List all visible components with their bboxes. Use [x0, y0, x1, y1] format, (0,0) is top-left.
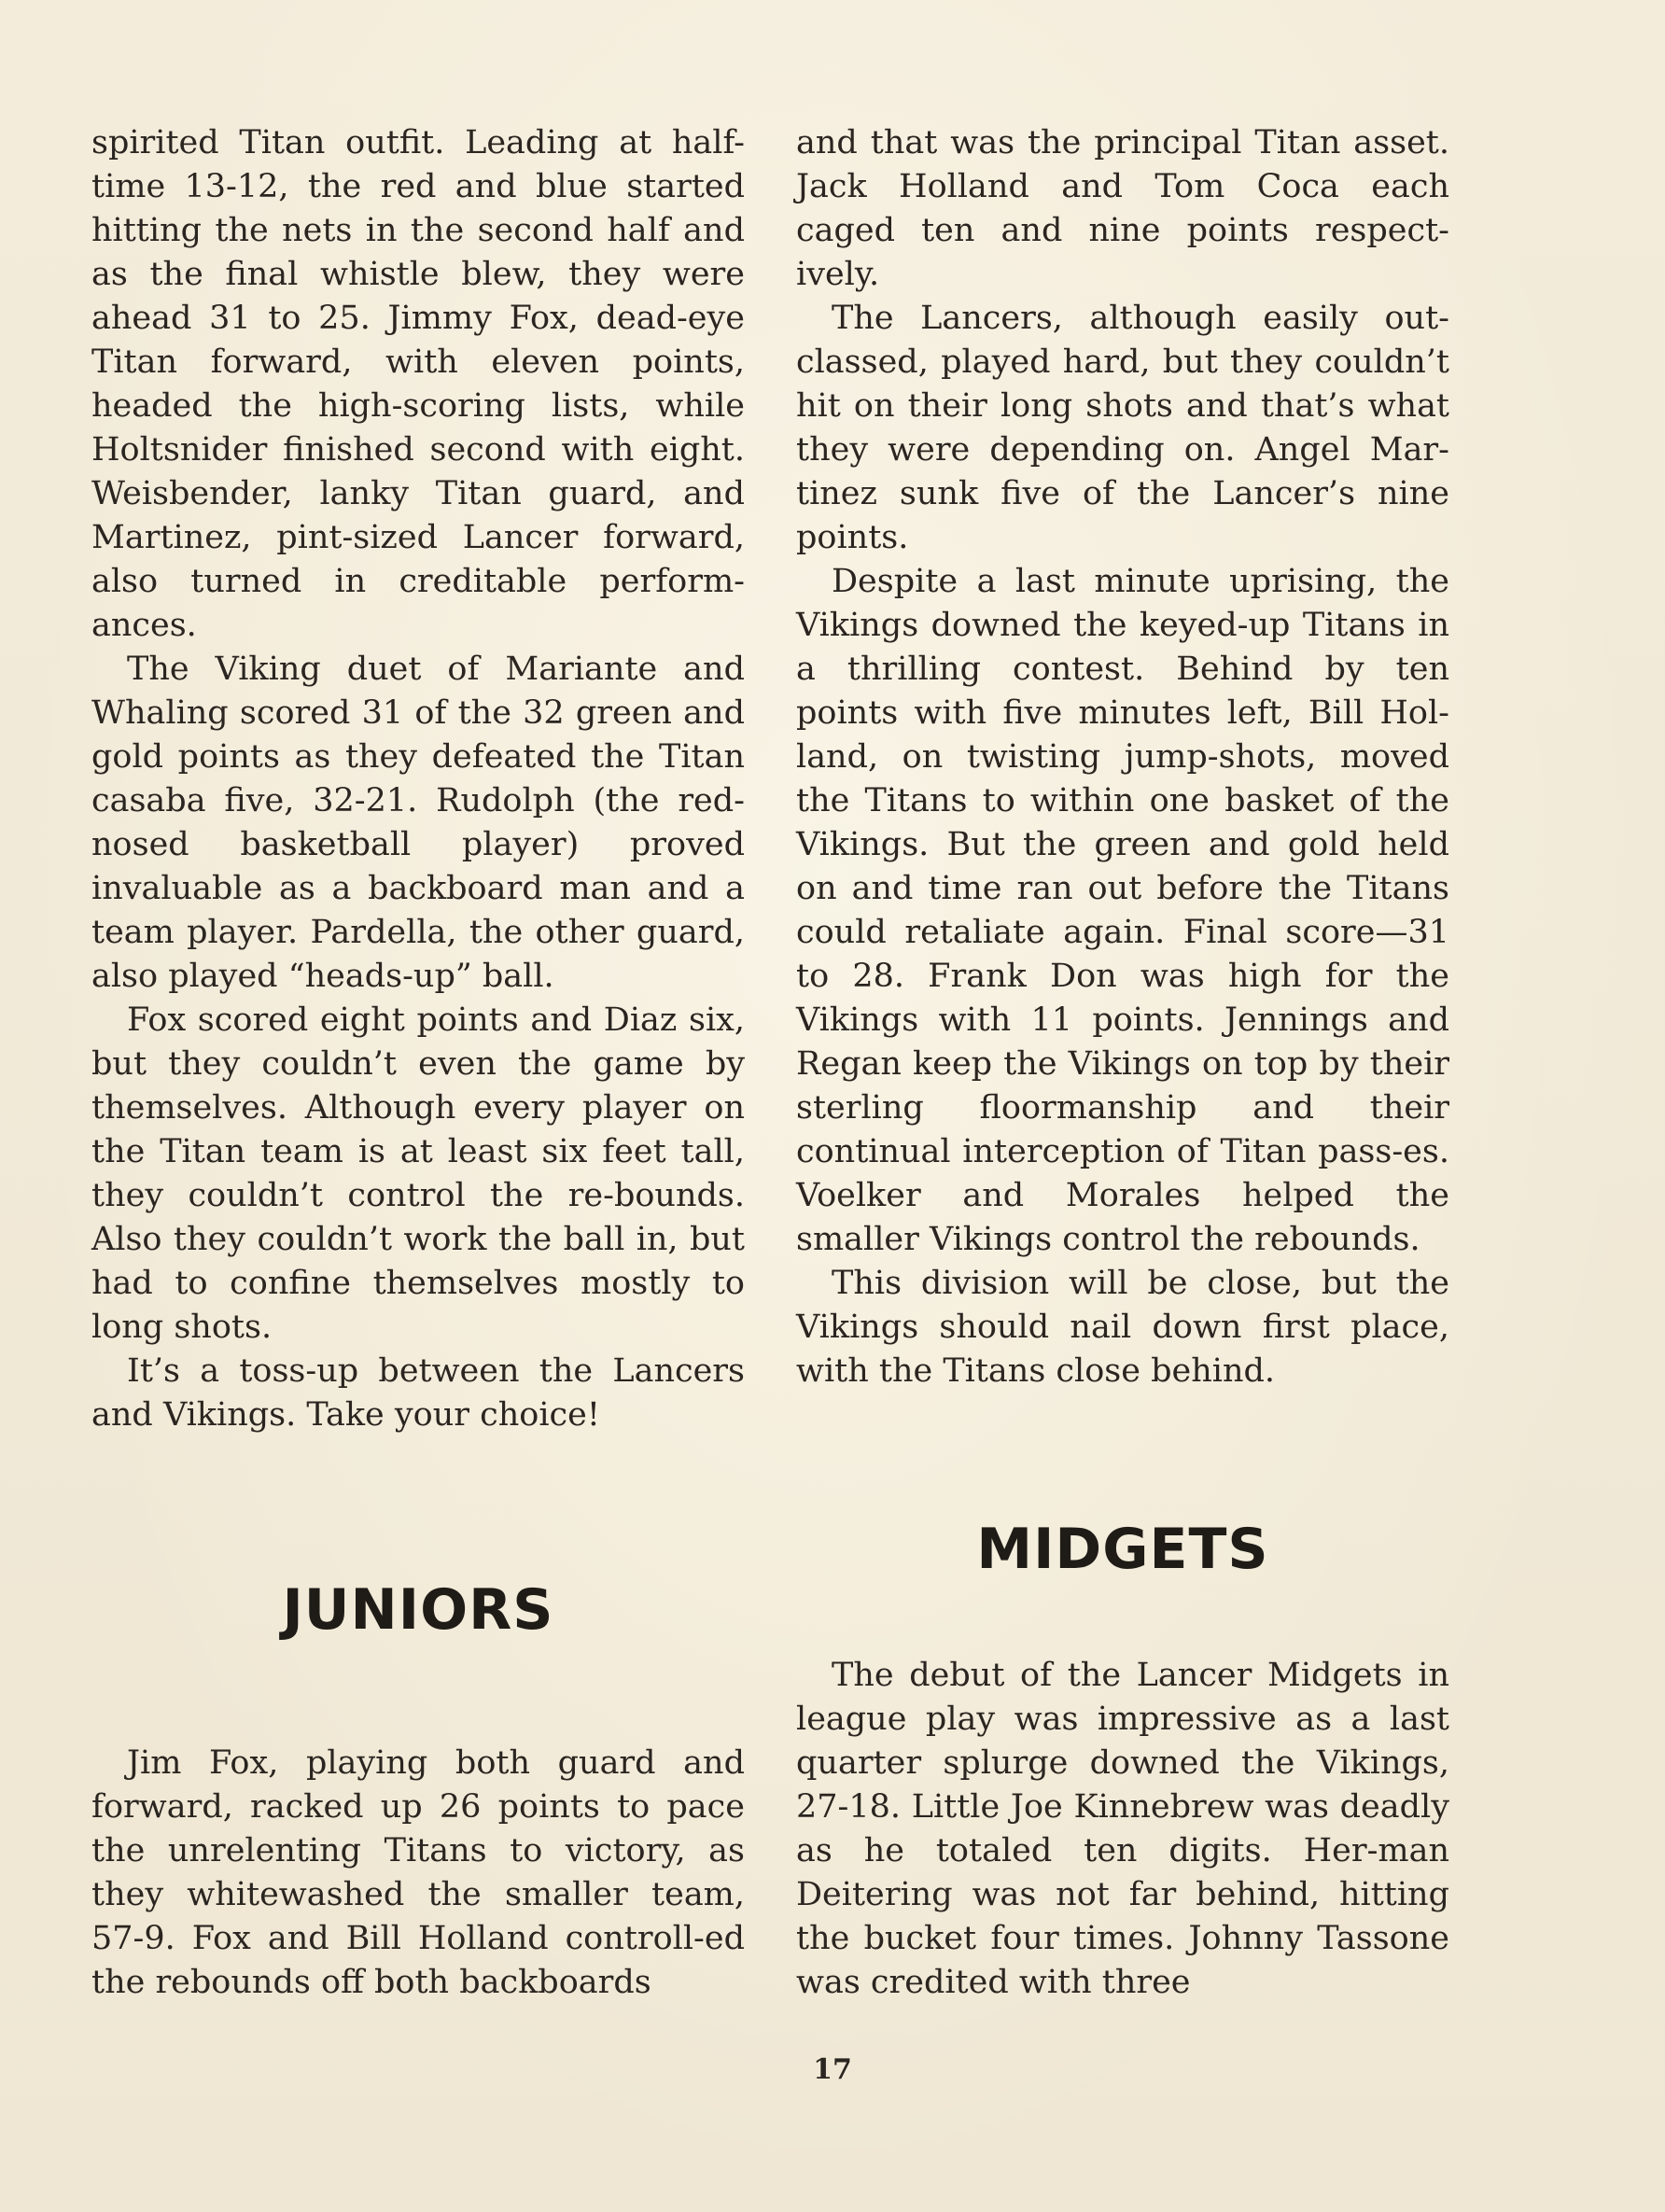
juniors-heading: JUNIORS: [282, 1577, 554, 1643]
juniors-paragraph: Jim Fox, playing both guard and forward, racked up 26 points to pace the unrelenting Titans to victory, as they whitewashed the smaller team, 57-9. Fox and Bill Holland controll-ed the rebounds off both backboards: [91, 1744, 745, 2001]
left-paragraph-1: spirited Titan outfit. Leading at half-time 13-12, the red and blue started hitting the nets in the second half and as the final whistle blew, they were ahead 31 to 25. Jimmy Fox, dead-eye Titan forward, with eleven points, headed the high-scoring lists, while Holtsnider finished second with eight. Weisbender, lanky Titan guard, and Martinez, pint-sized Lancer forward, also turned in creditable perform-ances.: [91, 124, 745, 644]
midgets-heading: MIDGETS: [976, 1517, 1269, 1582]
midgets-paragraph: The debut of the Lancer Midgets in league play was impressive as a last quarter splurge downed the Vikings, 27-18. Little Joe Kinnebrew was deadly as he totaled ten digits. Her-man Deitering was not far behind, hitting the bucket four times. Johnny Tassone was credited with three: [796, 1657, 1449, 2001]
right-paragraph-3: Despite a last minute uprising, the Vikings downed the keyed-up Titans in a thrilling contest. Behind by ten points with five minutes left, Bill Hol-land, on twisting jump-shots, moved the Titans to within one basket of the Vikings. But the green and gold held on and time ran out before the Titans could retaliate again. Final score—31 to 28. Frank Don was high for the Vikings with 11 points. Jennings and Regan keep the Vikings on top by their sterling floormanship and their continual interception of Titan pass-es. Voelker and Morales helped the smaller Vikings control the rebounds.: [796, 563, 1449, 1258]
right-paragraph-1: and that was the principal Titan asset. Jack Holland and Tom Coca each caged ten and nine points respect-ively.: [796, 124, 1449, 293]
left-paragraph-2: The Viking duet of Mariante and Whaling scored 31 of the 32 green and gold points as they defeated the Titan casaba five, 32-21. Rudolph (the red-nosed basketball player) proved invaluable as a backboard man and a team player. Pardella, the other guard, also played “heads-up” ball.: [91, 651, 745, 995]
left-paragraph-4: It’s a toss-up between the Lancers and Vikings. Take your choice!: [91, 1352, 745, 1434]
midgets-section: [796, 1654, 1449, 2005]
right-column: [796, 121, 1449, 1393]
left-paragraph-3: Fox scored eight points and Diaz six, but they couldn’t even the game by themselves. Although every player on the Titan team is at least six feet tall, they couldn’t control the re-bounds. Also they couldn’t work the ball in, but had to confine themselves mostly to long shots.: [91, 1001, 745, 1346]
right-paragraph-2: The Lancers, although easily out-classed, played hard, but they couldn’t hit on their long shots and that’s what they were depending on. Angel Mar-tinez sunk five of the Lancer’s nine points.: [796, 300, 1449, 556]
juniors-section: [91, 1742, 745, 2005]
left-column: [91, 121, 745, 1437]
right-paragraph-4: This division will be close, but the Vikings should nail down first place, with the Titans close behind.: [796, 1265, 1449, 1390]
page-number: 17: [813, 2053, 852, 2086]
